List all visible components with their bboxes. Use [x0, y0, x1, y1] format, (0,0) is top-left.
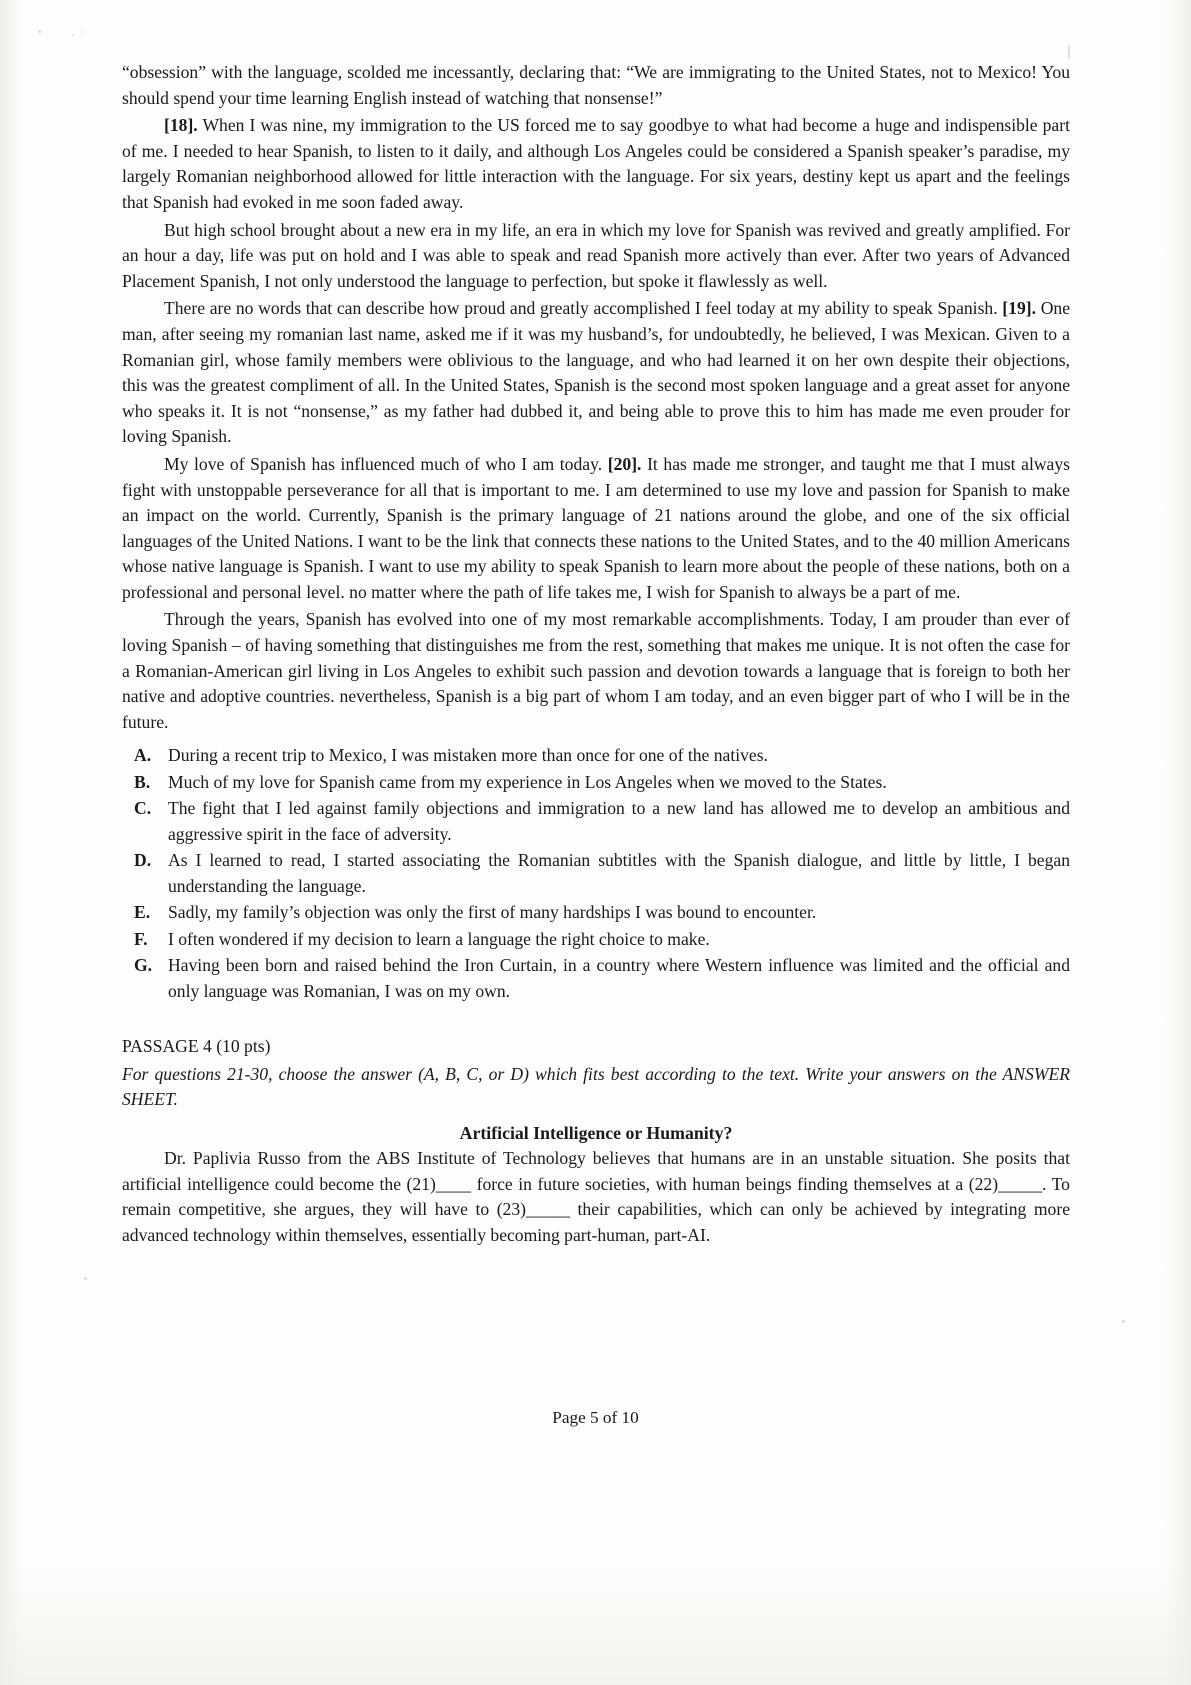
- choice-e-text: Sadly, my family’s objection was only the first of many hardships I was bound to encounter.: [168, 902, 817, 923]
- choice-d-letter: D.: [134, 850, 152, 871]
- page-footer: Page 5 of 10: [552, 1408, 639, 1427]
- choice-f-letter: F.: [134, 928, 148, 949]
- paragraph-19-lead: There are no words that can describe how proud and greatly accomplished I feel today at my ability to speak Spanish.: [164, 298, 998, 319]
- choice-a-text: During a recent trip to Mexico, I was mistaken more than once for one of the natives.: [168, 745, 768, 766]
- choice-a[interactable]: [122, 743, 1070, 769]
- passage-4-body-part-4: their capabilities, which can only be achieved by integrating more advanced technology within themselves, essentially becoming part-human, part-AI.: [122, 1199, 1071, 1245]
- scan-speck: [1068, 44, 1070, 60]
- answer-choices-list: [122, 743, 1070, 1004]
- paragraph-18-text: When I was nine, my immigration to the US forced me to say goodbye to what had become a huge and indispensible part of me. I needed to hear Spanish, to listen to it daily, and although Los Angeles could be considered a Spanish speaker’s paradise, my largely Romanian neighborhood allowed for little interaction with the language. For six years, destiny kept us apart and the feelings that Spanish had evoked in me soon faded away.: [122, 115, 1070, 212]
- scan-speck: [38, 30, 41, 33]
- choice-c-text: The fight that I led against family objections and immigration to a new land has allowed me to develop an ambitious and aggressive spirit in the face of adversity.: [168, 798, 1070, 844]
- question-marker-19: [19].: [1002, 298, 1037, 319]
- choice-g-text: Having been born and raised behind the Iron Curtain, in a country where Western influence was limited and the official and only language was Romanian, I was on my own.: [168, 955, 1070, 1001]
- paragraph-opening: “obsession” with the language, scolded me incessantly, declaring that: “We are immigrating to the United States, not to Mexico! You should spend your time learning English instead of watching that nonsense!”: [122, 62, 1070, 108]
- paragraph-closing: Through the years, Spanish has evolved into one of my most remarkable accomplishments. Today, I am prouder than ever of loving Spanish – of having something that distinguishes me from the rest, something that makes me unique. It is not often the case for a Romanian-American girl living in Los Angeles to exhibit such passion and devotion towards a language that is foreign to both her native and adoptive countries. nevertheless, Spanish is a big part of whom I am today, and an even bigger part of who I will be in the future.: [122, 609, 1070, 732]
- scan-speck: [72, 34, 74, 36]
- choice-a-letter: A.: [134, 745, 152, 766]
- passage-4-body-part-3: . To remain competitive, she argues, they will have to (23): [122, 1173, 1070, 1220]
- paragraph-high-school: But high school brought about a new era in my life, an era in which my love for Spanish was revived and greatly amplified. For an hour a day, life was put on hold and I was able to speak and read Spanish more actively than ever. After two years of Advanced Placement Spanish, I not only understood the language to perfection, but spoke it flawlessly as well.: [122, 219, 1070, 291]
- passage-4-title: Artificial Intelligence or Humanity?: [459, 1122, 733, 1143]
- choice-f[interactable]: [122, 927, 1070, 953]
- choice-g-letter: G.: [134, 955, 153, 976]
- choice-f-text: I often wondered if my decision to learn a language the right choice to make.: [168, 928, 710, 949]
- question-marker-20: [20].: [607, 453, 642, 474]
- paragraph-20-lead: My love of Spanish has influenced much of who I am today.: [164, 453, 603, 474]
- choice-c-letter: C.: [134, 798, 152, 819]
- choice-b-letter: B.: [134, 771, 151, 792]
- paragraph-19: [122, 296, 1070, 450]
- scan-speck: [82, 31, 84, 33]
- choice-d-text: As I learned to read, I started associating the Romanian subtitles with the Spanish dialogue, and little by little, I began understanding the language.: [168, 850, 1070, 896]
- paragraph-20-text: It has made me stronger, and taught me that I must always fight with unstoppable perseverance for all that is important to me. I am determined to use my love and passion for Spanish to make an impact on the world. Currently, Spanish is the primary language of 21 nations around the globe, and one of the six official languages of the United Nations. I want to be the link that connects these nations to the United States, and to the 40 million Americans whose native language is Spanish. I want to use my ability to speak Spanish to learn more about the people of these nations, both on a professional and personal level. no matter where the path of life takes me, I wish for Spanish to always be a part of me.: [122, 453, 1070, 602]
- choice-e[interactable]: [122, 900, 1070, 926]
- choice-g[interactable]: [122, 953, 1070, 1004]
- passage-4-body: Dr. Paplivia Russo from the ABS Institute of Technology believes that humans are in an unstable situation. She posits that artificial intelligence could become the (21)____ force in future societies, with human beings finding themselves at a (22)_____. To remain competitive, she argues, they will have to (23)_____ their capabilities, which can only be achieved by integrating more advanced technology within themselves, essentially becoming part-human, part-AI.: [122, 1147, 1071, 1245]
- passage-4-heading: PASSAGE 4 (10 pts): [122, 1036, 271, 1057]
- passage-4-body-part-2: force in future societies, with human beings finding themselves at a (22): [471, 1173, 999, 1194]
- scan-speck: [1122, 1320, 1125, 1323]
- paragraph-18: [122, 113, 1070, 215]
- passage-4-body-part-1: Dr. Paplivia Russo from the ABS Institute of Technology believes that humans are in an unstable situation. She posits that artificial intelligence could become the (21): [122, 1147, 1070, 1194]
- paragraph-19-text: One man, after seeing my romanian last name, asked me if it was my husband’s, for undoubtedly, he believed, I was Mexican. Given to a Romanian girl, whose family members were oblivious to the language, and who had learned it on her own despite their objections, this was the greatest compliment of all. In the United States, Spanish is the second most spoken language and a great asset for anyone who speaks it. It is not “nonsense,” as my father had dubbed it, and being able to prove this to him has made me even prouder for loving Spanish.: [122, 298, 1071, 447]
- passage-4-instructions: For questions 21-30, choose the answer (A, B, C, or D) which fits best according to the text. Write your answers on the ANSWER SHEET.: [122, 1063, 1070, 1110]
- question-marker-18: [18].: [164, 115, 198, 136]
- scan-speck: [84, 1277, 87, 1280]
- choice-b-text: Much of my love for Spanish came from my experience in Los Angeles when we moved to the States.: [168, 771, 887, 792]
- scan-edge-bottom: [0, 1565, 1191, 1685]
- choice-c[interactable]: [122, 796, 1070, 847]
- paragraph-20: [122, 452, 1070, 606]
- scan-edge-left: [0, 0, 22, 1685]
- choice-b[interactable]: [122, 770, 1070, 796]
- page-content: [122, 60, 1070, 1250]
- choice-e-letter: E.: [134, 902, 151, 923]
- choice-d[interactable]: [122, 848, 1070, 899]
- scan-edge-right: [1165, 0, 1191, 1685]
